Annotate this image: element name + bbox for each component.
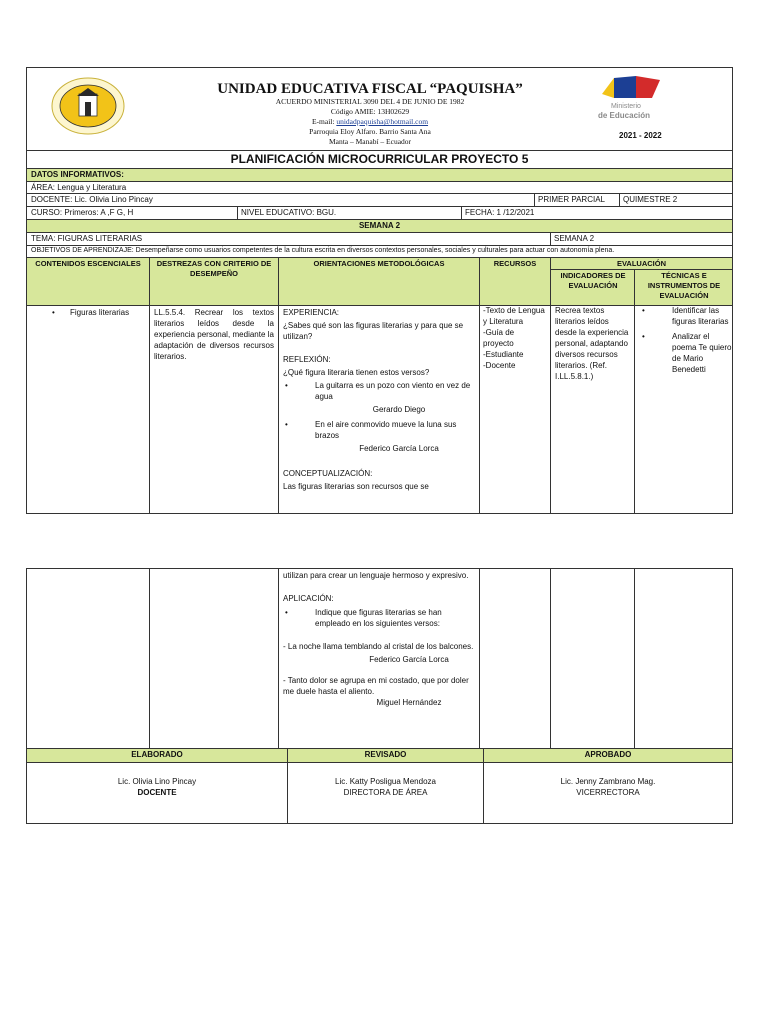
col-methodology: ORIENTACIONES METODOLÓGICAS [313, 259, 445, 268]
ministry-logo [600, 74, 662, 102]
signer-1-name: Lic. Olivia Lino Pincay [117, 777, 197, 786]
col-skills: DESTREZAS CON CRITERIO DE DESEMPEÑO [156, 259, 272, 278]
resource-item: -Texto de Lengua y Literatura [483, 306, 545, 326]
rule [149, 257, 150, 514]
section-label: DATOS INFORMATIVOS: [31, 170, 124, 179]
reflection-question: ¿Qué figura literaria tienen estos versos? [283, 368, 430, 377]
signer-1-role: DOCENTE [137, 788, 177, 797]
rule [278, 257, 279, 514]
rule [634, 269, 635, 514]
author-2: Federico García Lorca [359, 444, 439, 453]
email-label: E-mail: [311, 117, 337, 126]
amie-code: Código AMIE: 13H02629 [330, 107, 410, 116]
topic-week: SEMANA 2 [554, 234, 595, 243]
col-contents: CONTENIDOS ESCENCIALES [35, 259, 141, 268]
address-line1: Parroquia Eloy Alfaro. Barrio Santa Ana [309, 127, 431, 136]
rule [149, 568, 150, 748]
teacher-label: DOCENTE: Lic. Olivia Lino Pincay [31, 195, 153, 204]
col-resources: RECURSOS [493, 259, 537, 268]
school-year: 2021 - 2022 [619, 131, 662, 140]
verse-2: • En el aire conmovido mueve la luna sus brazos [283, 419, 475, 441]
signer-3-role: VICERRECTORA [576, 788, 640, 797]
resources-cell [483, 305, 547, 371]
col-techniques: TÉCNICAS E INSTRUMENTOS DE EVALUACIÓN [647, 271, 721, 300]
signer-3-name: Lic. Jenny Zambrano Mag. [560, 777, 656, 786]
rule [26, 150, 733, 151]
rule [550, 257, 551, 514]
content-cell [50, 307, 146, 318]
application-author-1: Federico García Lorca [369, 655, 449, 664]
rule [550, 232, 551, 245]
address-line2: Manta – Manabí – Ecuador [328, 137, 412, 146]
rule [461, 206, 462, 219]
methodology-cell [283, 307, 475, 492]
rule [634, 568, 635, 748]
rule [534, 193, 535, 206]
application-item: • Indique que figuras literarias se han empleado en los siguientes versos: [283, 607, 475, 629]
technique-item: • Analizar el poema Te quiero de Mario Benedetti [640, 331, 732, 375]
rule [550, 568, 551, 748]
application-verse-1: - La noche llama temblando al cristal de los balcones. [283, 642, 474, 651]
rule [237, 206, 238, 219]
ministerial-agreement: ACUERDO MINISTERIAL 3090 DEL 4 DE JUNIO DE 1982 [275, 97, 465, 106]
resource-item: -Guía de proyecto [483, 328, 515, 348]
partial-label: PRIMER PARCIAL [538, 195, 605, 204]
reflection-label: REFLEXIÓN: [283, 355, 331, 364]
experience-question: ¿Sabes qué son las figuras literarias y para que se utilizan? [283, 321, 464, 341]
rule [479, 568, 480, 748]
school-logo [48, 76, 128, 136]
level-label: NIVEL EDUCATIVO: BGU. [241, 208, 337, 217]
objectives-text: OBJETIVOS DE APRENDIZAJE: Desempeñarse como usuarios competentes de la cultura escrita en diversos contextos personales, sociales y culturales para actuar con autonomía plena. [31, 247, 615, 254]
application-verse-2: - Tanto dolor se agrupa en mi costado, que por doler me duele hasta el aliento. [283, 676, 469, 696]
signer-2-name: Lic. Katty Posligua Mendoza [335, 777, 436, 786]
application-author-2: Miguel Hernández [376, 698, 442, 707]
section-band [27, 168, 732, 181]
school-name: UNIDAD EDUCATIVA FISCAL “PAQUISHA” [217, 81, 523, 97]
revisado-header: REVISADO [364, 750, 407, 759]
verse-1: • La guitarra es un pozo con viento en vez de agua [283, 380, 475, 402]
email-link[interactable]: unidadpaquisha@hotmail.com [336, 117, 429, 126]
techniques-cell [640, 305, 732, 375]
indicator-cell: Recrea textos literarios leídos desde la experiencia personal, adaptando diversos recursos literarios. (Ref. I.LL.5.8.1.) [555, 306, 629, 381]
concept-label: CONCEPTUALIZACIÓN: [283, 469, 373, 478]
author-1: Gerardo Diego [372, 405, 426, 414]
resource-item: -Estudiante [483, 350, 524, 359]
date-label: FECHA: 1 /12/2021 [465, 208, 535, 217]
rule [550, 269, 733, 270]
col-indicators: INDICADORES DE EVALUACIÓN [560, 271, 626, 290]
elaborado-header: ELABORADO [131, 750, 183, 759]
rule [619, 193, 620, 206]
quimestre-label: QUIMESTRE 2 [623, 195, 678, 204]
skill-cell: LL.5.5.4. Recrear los textos literarios leídos desde la experiencia personal, mediante la adaptación de diversos recursos literarios. [154, 308, 274, 361]
aprobado-header: APROBADO [584, 750, 632, 759]
email-line [140, 117, 600, 127]
topic-label: TEMA: FIGURAS LITERARIAS [31, 234, 143, 243]
ministry-name-2: de Educación [598, 111, 651, 120]
signer-2-role: DIRECTORA DE ÁREA [343, 788, 428, 797]
area-label: ÁREA: Lengua y Literatura [31, 183, 127, 192]
content-item: • Figuras literarias [50, 307, 146, 318]
document-title: PLANIFICACIÓN MICROCURRICULAR PROYECTO 5 [230, 152, 529, 166]
week-header: SEMANA 2 [358, 221, 401, 230]
application-label: APLICACIÓN: [283, 594, 334, 603]
rule [278, 568, 279, 748]
resource-item: -Docente [483, 361, 516, 370]
concept-text-2: utilizan para crear un lenguaje hermoso y expresivo. [283, 571, 469, 580]
technique-item: • Identificar las figuras literarias [640, 305, 732, 327]
methodology-continued [283, 570, 475, 708]
ministry-name-1: Ministerio [611, 103, 641, 110]
experience-label: EXPERIENCIA: [283, 308, 340, 317]
rule [479, 257, 480, 514]
concept-text-1: Las figuras literarias son recursos que se [283, 482, 429, 491]
col-evaluation: EVALUACIÓN [616, 259, 667, 268]
course-label: CURSO: Primeros: A ,F G, H [31, 208, 134, 217]
rule [26, 181, 733, 182]
